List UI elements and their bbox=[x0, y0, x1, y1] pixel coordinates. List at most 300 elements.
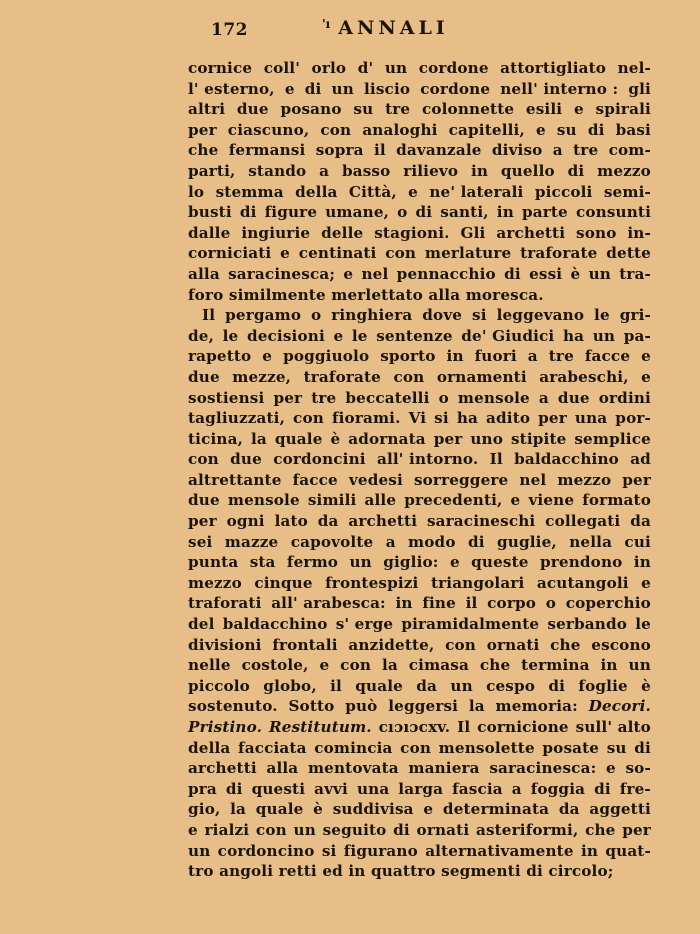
word: decisioni bbox=[246, 326, 325, 345]
word: nelle bbox=[188, 656, 231, 675]
word: sostiensi bbox=[188, 388, 265, 407]
word: Il bbox=[457, 718, 471, 736]
word: e bbox=[641, 347, 651, 366]
word: baldacchino bbox=[222, 615, 328, 634]
running-head bbox=[322, 17, 449, 39]
word: da bbox=[558, 800, 580, 819]
word: precedenti, bbox=[404, 491, 503, 510]
text-line bbox=[188, 861, 651, 882]
word: ornati bbox=[486, 635, 540, 654]
word: altri bbox=[188, 100, 226, 119]
word: altrettante bbox=[188, 470, 282, 489]
word: arabeschi, bbox=[539, 367, 629, 386]
word: e bbox=[280, 244, 290, 263]
text-line bbox=[188, 614, 651, 635]
body-text bbox=[188, 58, 651, 882]
word: basso bbox=[341, 161, 391, 180]
word: sono bbox=[576, 223, 617, 242]
word: cordoncini bbox=[273, 450, 366, 469]
word: termina bbox=[521, 656, 590, 675]
word: traforate bbox=[520, 244, 598, 263]
text-line bbox=[188, 408, 651, 429]
word: globo, bbox=[263, 676, 317, 695]
word: di bbox=[304, 79, 322, 98]
word: in bbox=[633, 553, 651, 572]
word: Il bbox=[202, 306, 216, 325]
word: una bbox=[356, 779, 390, 798]
word: sorreggere bbox=[413, 470, 509, 489]
word: a bbox=[538, 388, 549, 407]
word: alternativamente bbox=[425, 841, 574, 860]
word: tre bbox=[548, 347, 574, 366]
word: similmente bbox=[228, 285, 326, 304]
word: dalle bbox=[188, 223, 231, 242]
word: simili bbox=[307, 491, 357, 510]
word: il bbox=[330, 676, 342, 695]
word: archetti bbox=[348, 512, 418, 531]
word: memoria: bbox=[495, 697, 578, 716]
word: busti bbox=[188, 203, 232, 222]
word: e bbox=[333, 326, 344, 345]
word: santi, bbox=[440, 203, 489, 222]
word: liscio bbox=[364, 79, 411, 98]
word: sull' alto bbox=[575, 718, 651, 736]
word: parti, bbox=[188, 161, 236, 180]
word: pergamo bbox=[225, 306, 302, 325]
word: ornati bbox=[416, 820, 470, 839]
page-number: 172 bbox=[211, 20, 248, 40]
word: mensole bbox=[457, 388, 530, 407]
word: sopra bbox=[315, 141, 364, 160]
word: costole, bbox=[241, 656, 309, 675]
text-line bbox=[188, 779, 651, 800]
word: è bbox=[641, 676, 651, 695]
word: e bbox=[535, 120, 546, 139]
word: e bbox=[188, 820, 198, 839]
word: Gli bbox=[460, 223, 486, 242]
text-line bbox=[188, 593, 651, 614]
word: centinati bbox=[298, 244, 377, 263]
word: analoghi bbox=[362, 120, 438, 139]
word: beccatelli bbox=[345, 388, 430, 407]
word: in bbox=[496, 203, 514, 222]
word: posate bbox=[542, 738, 600, 757]
word: punta bbox=[188, 553, 239, 572]
word: Pristino. bbox=[188, 718, 263, 736]
word: mensolette bbox=[438, 738, 535, 757]
word: in bbox=[395, 594, 413, 613]
word: cornicione bbox=[477, 718, 569, 736]
word: facce bbox=[584, 347, 631, 366]
word: su bbox=[353, 100, 374, 119]
word: o bbox=[438, 388, 449, 407]
text-line bbox=[188, 161, 651, 182]
word: mezzo bbox=[557, 470, 612, 489]
word: la bbox=[468, 697, 485, 716]
text-line bbox=[188, 738, 651, 759]
text-line bbox=[188, 264, 651, 285]
word: cinque bbox=[254, 573, 313, 592]
text-line bbox=[188, 758, 651, 779]
word: ornamenti bbox=[436, 367, 527, 386]
word: la bbox=[250, 429, 267, 448]
word: alle bbox=[364, 491, 397, 510]
word: pennacchio bbox=[396, 264, 496, 283]
word: mezzo bbox=[188, 573, 242, 592]
word: una bbox=[574, 409, 608, 428]
word: colonnette bbox=[421, 100, 515, 119]
word: o bbox=[545, 594, 557, 613]
word: ogni bbox=[226, 512, 265, 531]
word: con bbox=[385, 244, 417, 263]
word: da bbox=[416, 676, 438, 695]
word: in- bbox=[627, 223, 651, 242]
word: ticina, bbox=[188, 429, 244, 448]
word: quale bbox=[255, 800, 304, 819]
word: di bbox=[634, 738, 651, 757]
word: e bbox=[284, 79, 295, 98]
word: viene bbox=[528, 491, 575, 510]
word: piccolo bbox=[188, 676, 250, 695]
word: archetti bbox=[496, 223, 566, 242]
word: essi bbox=[529, 264, 563, 283]
text-line bbox=[188, 573, 651, 594]
text-line bbox=[188, 79, 651, 100]
text-line bbox=[188, 676, 651, 697]
word: a bbox=[511, 779, 522, 798]
word: di bbox=[526, 862, 543, 881]
word: per bbox=[188, 120, 217, 139]
text-line bbox=[188, 58, 651, 79]
word: all' arabesca: bbox=[271, 594, 386, 613]
word: foggia bbox=[530, 779, 586, 798]
word: d' bbox=[357, 59, 374, 77]
printer-mark: 'ı bbox=[322, 17, 331, 31]
word: dette bbox=[606, 244, 651, 263]
word: giglio: bbox=[383, 553, 439, 572]
word: di bbox=[548, 676, 566, 695]
word: stagioni. bbox=[374, 223, 450, 242]
word: semi- bbox=[603, 182, 651, 201]
word: quat- bbox=[605, 841, 651, 860]
text-line bbox=[188, 552, 651, 573]
word: di bbox=[415, 203, 433, 222]
word: ne' laterali bbox=[429, 182, 524, 201]
word: ringhiera bbox=[331, 306, 413, 325]
word: di bbox=[393, 820, 410, 839]
word: per bbox=[622, 820, 651, 839]
word: foro bbox=[188, 285, 224, 304]
text-line bbox=[188, 799, 651, 820]
word: orlo bbox=[311, 59, 347, 77]
word: acutangoli bbox=[536, 573, 629, 592]
word: per bbox=[622, 470, 651, 489]
word: ordini bbox=[598, 388, 651, 407]
word: collegati bbox=[545, 512, 621, 531]
word: stipite bbox=[510, 429, 567, 448]
word: mezze, bbox=[232, 367, 292, 386]
text-line bbox=[188, 243, 651, 264]
text-line bbox=[188, 388, 651, 409]
word: da bbox=[317, 512, 339, 531]
word: a bbox=[385, 532, 396, 551]
word: retti bbox=[278, 862, 317, 881]
word: è bbox=[330, 429, 341, 448]
word: frontespizi bbox=[325, 573, 419, 592]
text-line bbox=[188, 717, 651, 738]
word: suddivisa bbox=[332, 800, 414, 819]
word: stemma bbox=[215, 182, 284, 201]
word: traforati bbox=[188, 594, 262, 613]
word: cespo bbox=[486, 676, 536, 695]
word: prendono bbox=[539, 553, 623, 572]
word: consunti bbox=[575, 203, 651, 222]
word: alla bbox=[266, 759, 299, 778]
word: a bbox=[527, 347, 538, 366]
word: s' erge bbox=[335, 615, 394, 634]
word: figure bbox=[264, 203, 318, 222]
word: aggetti bbox=[589, 800, 651, 819]
word: fermo bbox=[286, 553, 339, 572]
word: con bbox=[445, 635, 476, 654]
word: circolo; bbox=[548, 862, 614, 881]
word: un bbox=[588, 264, 611, 283]
word: di bbox=[504, 264, 521, 283]
word: un bbox=[450, 676, 473, 695]
word: baldacchino bbox=[514, 450, 619, 469]
word: il bbox=[465, 594, 478, 613]
word: che bbox=[550, 635, 581, 654]
word: o bbox=[397, 203, 408, 222]
word: alla bbox=[428, 285, 461, 304]
word: semplice bbox=[574, 429, 651, 448]
word: nel- bbox=[617, 59, 651, 77]
word: e bbox=[319, 656, 330, 675]
word: saracinesca: bbox=[489, 759, 597, 778]
word: si bbox=[321, 841, 337, 860]
word: saracineschi bbox=[426, 512, 536, 531]
word: cui bbox=[624, 532, 651, 551]
word: tro bbox=[188, 862, 214, 881]
word: frontali bbox=[272, 635, 338, 654]
word: si bbox=[472, 306, 487, 325]
word: parte bbox=[521, 203, 568, 222]
word: ad bbox=[630, 450, 651, 469]
word: capitelli, bbox=[448, 120, 525, 139]
word: gli bbox=[628, 79, 651, 98]
word: avvi bbox=[314, 779, 348, 798]
word: con bbox=[400, 738, 432, 757]
word: stando bbox=[248, 161, 307, 180]
word: anzidette, bbox=[348, 635, 435, 654]
word: queste bbox=[471, 553, 529, 572]
word: cimasa bbox=[408, 656, 469, 675]
word: nel bbox=[519, 470, 547, 489]
word: diviso bbox=[491, 141, 543, 160]
word: piccoli bbox=[534, 182, 593, 201]
text-line bbox=[188, 182, 651, 203]
word: due bbox=[230, 450, 262, 469]
word: e bbox=[641, 573, 651, 592]
word: modo bbox=[408, 532, 456, 551]
word: asteriformi, bbox=[475, 820, 579, 839]
text-line bbox=[188, 367, 651, 388]
word: de, bbox=[188, 326, 215, 345]
word: determinata bbox=[442, 800, 550, 819]
word: Città, bbox=[348, 182, 397, 201]
word: fuori bbox=[474, 347, 517, 366]
word: moresca. bbox=[465, 285, 544, 304]
word: all' intorno. bbox=[376, 450, 479, 469]
word: un bbox=[188, 841, 211, 860]
word: pa- bbox=[623, 326, 651, 345]
word: con bbox=[320, 120, 352, 139]
text-line bbox=[188, 223, 651, 244]
text-line bbox=[188, 841, 651, 862]
word: sostenuto. bbox=[188, 697, 278, 716]
word: basi bbox=[615, 120, 651, 139]
word: nell' interno : bbox=[500, 79, 619, 98]
word: leggersi bbox=[388, 697, 459, 716]
word: della bbox=[188, 738, 231, 757]
word: con bbox=[340, 656, 372, 675]
text-line bbox=[188, 655, 651, 676]
word: due bbox=[188, 367, 220, 386]
word: del bbox=[188, 615, 215, 634]
word: traforate bbox=[303, 367, 381, 386]
word: un bbox=[331, 79, 354, 98]
word: attortigliato bbox=[500, 59, 607, 77]
word: spirali bbox=[595, 100, 651, 119]
word: davanzale bbox=[396, 141, 482, 160]
word: rilievo bbox=[403, 161, 459, 180]
word: con bbox=[293, 409, 324, 428]
word: e bbox=[449, 553, 460, 572]
word: si bbox=[434, 409, 449, 428]
word: corpo bbox=[487, 594, 537, 613]
word: un bbox=[384, 59, 408, 77]
word: sporto bbox=[380, 347, 436, 366]
text-line bbox=[188, 202, 651, 223]
word: due bbox=[188, 491, 220, 510]
word: un bbox=[628, 656, 651, 675]
word: cıɔıɔcxv. bbox=[378, 718, 451, 736]
word: di bbox=[587, 120, 605, 139]
word: due bbox=[557, 388, 590, 407]
word: la bbox=[230, 800, 247, 819]
word: su bbox=[556, 120, 577, 139]
word: poggiuolo bbox=[283, 347, 370, 366]
word: questi bbox=[251, 779, 306, 798]
word: in bbox=[470, 161, 489, 180]
word: è bbox=[570, 264, 581, 283]
word: tagliuzzati, bbox=[188, 409, 286, 428]
word: figurano bbox=[343, 841, 418, 860]
word: con bbox=[255, 820, 287, 839]
text-line bbox=[188, 449, 651, 470]
word: escono bbox=[591, 635, 651, 654]
word: foglie bbox=[578, 676, 628, 695]
word: larga bbox=[398, 779, 444, 798]
word: mentovata bbox=[307, 759, 399, 778]
word: facce bbox=[292, 470, 338, 489]
word: di bbox=[239, 203, 257, 222]
text-line bbox=[188, 820, 651, 841]
text-line bbox=[188, 511, 651, 532]
word: pra bbox=[188, 779, 217, 798]
word: corniciati bbox=[188, 244, 272, 263]
word: per bbox=[538, 409, 567, 428]
text-line bbox=[188, 120, 651, 141]
word: delle bbox=[321, 223, 364, 242]
word: de' Giudici bbox=[461, 326, 555, 345]
word: in bbox=[580, 841, 599, 860]
word: di bbox=[225, 779, 243, 798]
word: tre bbox=[311, 388, 337, 407]
word: con bbox=[393, 367, 425, 386]
text-line bbox=[188, 346, 651, 367]
word: e bbox=[573, 100, 584, 119]
word: fermansi bbox=[228, 141, 306, 160]
word: uno bbox=[470, 429, 504, 448]
word: ingiurie bbox=[241, 223, 311, 242]
word: coperchio bbox=[565, 594, 651, 613]
word: a bbox=[319, 161, 330, 180]
word: e bbox=[606, 759, 616, 778]
word: le bbox=[635, 615, 651, 634]
word: ed bbox=[322, 862, 343, 881]
running-title: ANNALI bbox=[338, 17, 449, 39]
word: Il bbox=[489, 450, 503, 469]
word: merlettato bbox=[331, 285, 423, 304]
word: fascia bbox=[452, 779, 503, 798]
word: e bbox=[510, 491, 521, 510]
word: seguito bbox=[322, 820, 387, 839]
word: Restitutum. bbox=[268, 718, 372, 736]
word: che bbox=[585, 820, 616, 839]
word: su bbox=[606, 738, 627, 757]
word: piramidalmente bbox=[401, 615, 540, 634]
word: lato bbox=[274, 512, 308, 531]
word: un bbox=[592, 326, 616, 345]
word: triangolari bbox=[430, 573, 525, 592]
word: gri- bbox=[619, 306, 651, 325]
word: e bbox=[343, 264, 354, 283]
word: Vi bbox=[408, 409, 427, 428]
word: nel bbox=[361, 264, 389, 283]
text-line bbox=[188, 470, 651, 491]
word: Sotto bbox=[288, 697, 335, 716]
word: può bbox=[345, 697, 378, 716]
word: a bbox=[552, 141, 563, 160]
word: l' esterno, bbox=[188, 79, 275, 98]
text-line bbox=[188, 429, 651, 450]
word: facciata bbox=[238, 738, 307, 757]
word: so- bbox=[625, 759, 651, 778]
word: saracinesca; bbox=[228, 264, 336, 283]
word: due bbox=[236, 100, 269, 119]
word: e bbox=[641, 367, 651, 386]
word: è bbox=[313, 800, 323, 819]
text-line bbox=[188, 140, 651, 161]
word: quale bbox=[355, 676, 403, 695]
word: in bbox=[600, 656, 618, 675]
word: fine bbox=[422, 594, 456, 613]
word: serbando bbox=[547, 615, 628, 634]
word: in bbox=[446, 347, 464, 366]
text-line bbox=[188, 635, 651, 656]
word: comincia bbox=[314, 738, 393, 757]
